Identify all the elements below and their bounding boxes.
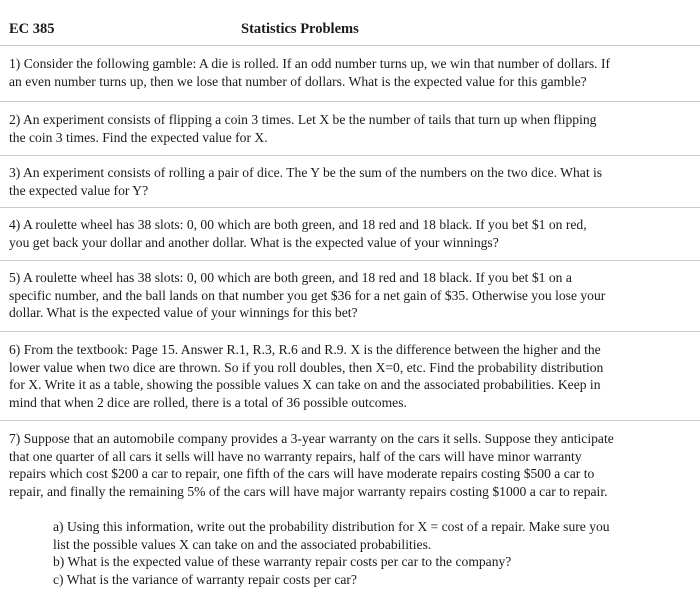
subpart-a-continued: list the possible values X can take on and the associated probabilities. (53, 536, 432, 552)
problem-line: repairs which cost $200 a car to repair, one fifth of the cars will have moderate repairs costing $500 a car to (9, 466, 595, 481)
divider (0, 207, 700, 208)
problem-line: the coin 3 times. Find the expected value for X. (9, 129, 268, 145)
problem-line: the expected value for Y? (9, 182, 149, 198)
problem-line: you get back your dollar and another dollar. What is the expected value of your winnings? (9, 234, 499, 250)
problem-line: an even number turns up, then we lose that number of dollars. What is the expected value for this gamble? (9, 73, 587, 89)
problem-7-subparts (53, 518, 699, 588)
problem-line: 1) Consider the following gamble: A die is rolled. If an odd number turns up, we win that number of dollars. If (9, 56, 611, 71)
problem-7 (9, 430, 699, 500)
divider (0, 101, 700, 102)
problem-line: repair, and finally the remaining 5% of the cars will have major warranty repairs costing $1000 a car to repair. (9, 483, 608, 499)
divider (0, 420, 700, 421)
problem-6 (9, 341, 699, 411)
problem-line: 5) A roulette wheel has 38 slots: 0, 00 which are both green, and 18 red and 18 black. If you bet $1 on a (9, 270, 572, 285)
problem-line: that one quarter of all cars it sells will have no warranty repairs, half of the cars will have minor warranty (9, 448, 582, 464)
problem-line: mind that when 2 dice are rolled, there is a total of 36 possible outcomes. (9, 394, 407, 410)
page-title: Statistics Problems (241, 21, 359, 37)
problem-4 (9, 216, 699, 251)
problem-line: dollar. What is the expected value of your winnings for this bet? (9, 305, 358, 320)
problem-3 (9, 164, 699, 199)
problem-5 (9, 269, 699, 322)
problem-line: 6) From the textbook: Page 15. Answer R.1, R.3, R.6 and R.9. X is the difference between the higher and the (9, 342, 601, 357)
divider (0, 331, 700, 332)
worksheet-header (9, 21, 689, 41)
divider (0, 260, 700, 261)
subpart-c: c) What is the variance of warranty repair costs per car? (53, 571, 357, 587)
subpart-b: b) What is the expected value of these warranty repair costs per car to the company? (53, 554, 512, 569)
divider (0, 155, 700, 156)
problem-line: 3) An experiment consists of rolling a pair of dice. The Y be the sum of the numbers on the two dice. What is (9, 165, 603, 180)
problem-line: specific number, and the ball lands on that number you get $36 for a net gain of $35. Otherwise you lose your (9, 287, 606, 303)
problem-line: 7) Suppose that an automobile company provides a 3-year warranty on the cars it sells. Suppose they anticipate (9, 431, 614, 446)
course-code: EC 385 (9, 21, 55, 37)
problem-2 (9, 111, 699, 146)
subpart-a: a) Using this information, write out the probability distribution for X = cost of a repair. Make sure you (53, 519, 610, 534)
problem-line: 2) An experiment consists of flipping a coin 3 times. Let X be the number of tails that turn up when flipping (9, 112, 597, 127)
problem-line: lower value when two dice are thrown. So if you roll doubles, then X=0, etc. Find the probability distribution (9, 359, 604, 375)
problem-line: 4) A roulette wheel has 38 slots: 0, 00 which are both green, and 18 red and 18 black. If you bet $1 on red, (9, 217, 587, 232)
problem-line: for X. Write it as a table, showing the possible values X can take on and the associated probabilities. Keep in (9, 377, 601, 392)
divider (0, 45, 700, 46)
problem-1 (9, 55, 699, 90)
